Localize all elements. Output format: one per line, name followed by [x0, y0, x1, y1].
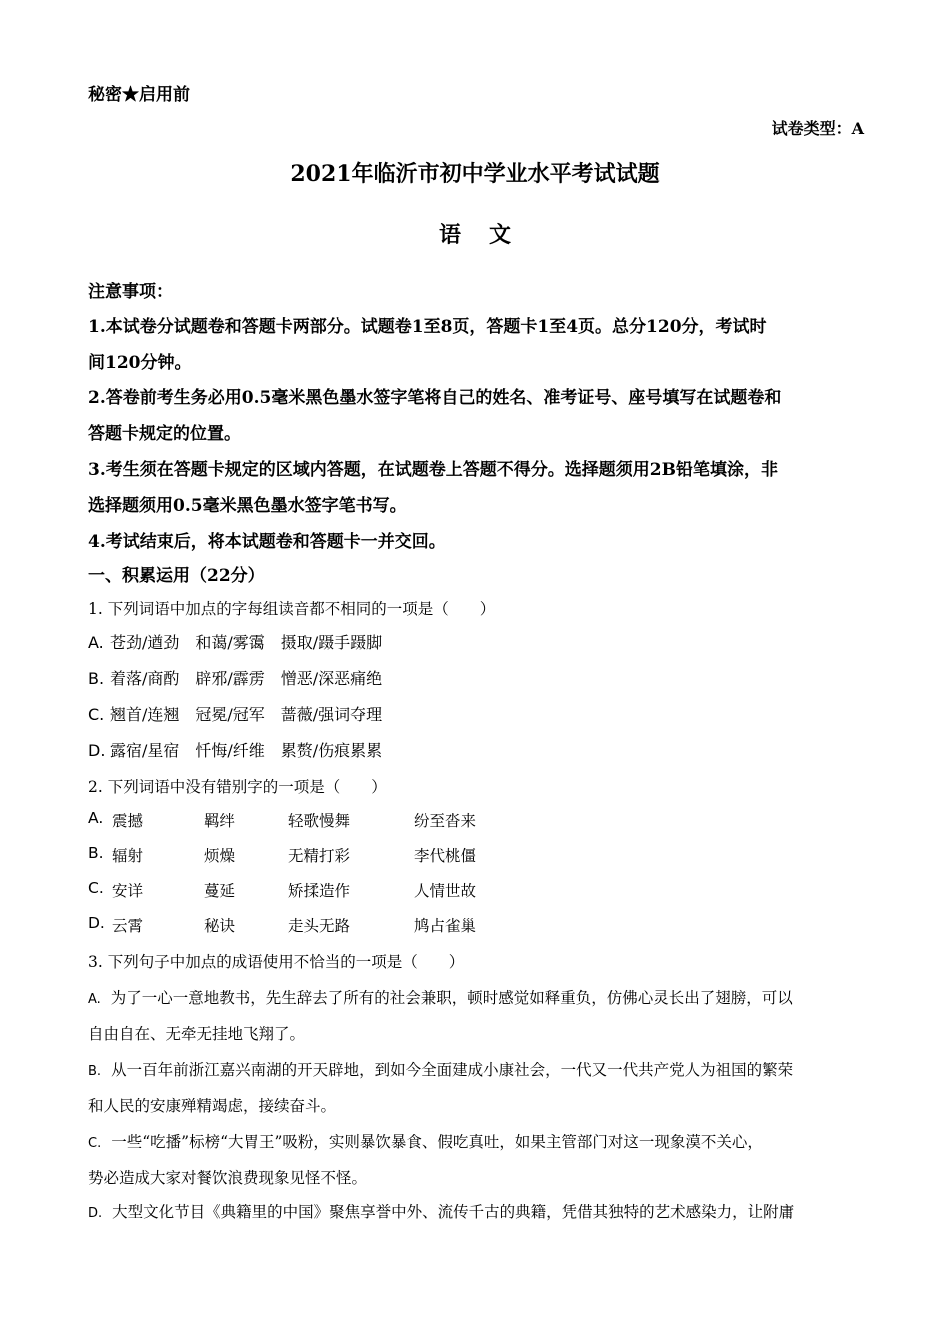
option-text: 为了一心一意地教书，先生辞去了所有的社会兼职，顿时感觉如释重负，仿佛心灵长出了翅膀，可以: [110, 989, 793, 1007]
option-label: B.: [88, 669, 105, 688]
question-2-stem: 2. 下列词语中没有错别字的一项是（ ）: [88, 778, 387, 796]
notice-line: 间120分钟。: [88, 353, 192, 373]
question-3-option-b-cont: 和人民的安康殚精竭虑，接续奋斗。: [88, 1097, 337, 1115]
notice-line: 2.答卷前考生务必用0.5毫米黑色墨水签字笔将自己的姓名、准考证号、座号填写在试题卷和: [88, 388, 782, 408]
question-1-option-b: [88, 666, 382, 689]
option-text: 着落/商酌 辟邪/霹雳 憎恶/深恶痛绝: [110, 669, 383, 688]
option-word: 矫揉造作: [288, 882, 351, 900]
option-label: B.: [88, 844, 104, 862]
question-3-option-d: [88, 1200, 794, 1222]
option-text: 苍劲/遒劲 和蔼/雾霭 摄取/蹑手蹑脚: [110, 633, 383, 652]
notice-line: 4.考试结束后，将本试题卷和答题卡一并交回。: [88, 532, 446, 552]
option-text: 大型文化节目《典籍里的中国》聚焦享誉中外、流传千古的典籍，凭借其独特的艺术感染力，让附庸: [112, 1203, 795, 1221]
option-label: A.: [88, 809, 104, 827]
notice-line: 答题卡规定的位置。: [88, 424, 241, 444]
option-text: 一些“吃播”标榜“大胃王”吸粉，实则暴饮暴食、假吃真吐，如果主管部门对这一现象漠不关心，: [111, 1133, 763, 1151]
option-text: 翘首/连翘 冠冕/冠军 蔷薇/强词夺理: [110, 705, 383, 724]
question-3-option-c: [88, 1130, 763, 1152]
option-word: 走头无路: [288, 917, 351, 935]
option-label: D.: [88, 741, 106, 760]
notice-line: 1.本试卷分试题卷和答题卡两部分。试题卷1至8页，答题卡1至4页。总分120分，考试时: [88, 317, 767, 337]
option-label: C.: [88, 705, 105, 724]
option-word: 无精打彩: [288, 847, 351, 865]
option-word: 辐射: [112, 847, 144, 865]
option-label: C.: [88, 1136, 102, 1151]
notice-line: 3.考生须在答题卡规定的区域内答题，在试题卷上答题不得分。选择题须用2B铅笔填涂，非: [88, 460, 778, 480]
option-word: 云霄: [112, 917, 144, 935]
question-2-option-d: [88, 914, 888, 936]
option-text: 露宿/星宿 忏悔/纤维 累赘/伤痕累累: [110, 741, 383, 760]
option-word: 安详: [112, 882, 144, 900]
option-text: 从一百年前浙江嘉兴南湖的开天辟地，到如今全面建成小康社会，一代又一代共产党人为祖国的繁荣: [111, 1061, 794, 1079]
question-3-stem: 3. 下列句子中加点的成语使用不恰当的一项是（ ）: [88, 953, 465, 971]
option-label: A.: [88, 992, 101, 1007]
exam-title: 2021年临沂市初中学业水平考试试题: [290, 161, 660, 187]
question-3-option-b: [88, 1058, 793, 1080]
question-1-option-a: [88, 630, 382, 653]
question-2-option-c: [88, 879, 888, 901]
option-word: 人情世故: [414, 882, 477, 900]
question-3-option-a-cont: 自由自在、无牵无挂地飞翔了。: [88, 1025, 306, 1043]
confidential-label: 秘密★启用前: [88, 85, 190, 105]
question-2-option-b: [88, 844, 888, 866]
question-3-option-a: [88, 986, 793, 1008]
option-word: 轻歌慢舞: [288, 812, 351, 830]
option-label: A.: [88, 633, 104, 652]
option-label: D.: [88, 1206, 103, 1221]
option-label: B.: [88, 1064, 102, 1079]
question-3-option-c-cont: 势必造成大家对餐饮浪费现象见怪不怪。: [88, 1169, 368, 1187]
question-1-option-d: [88, 738, 382, 761]
option-word: 鸠占雀巢: [414, 917, 477, 935]
option-word: 李代桃僵: [414, 847, 477, 865]
question-1-stem: 1. 下列词语中加点的字每组读音都不相同的一项是（ ）: [88, 600, 496, 618]
option-label: D.: [88, 914, 105, 932]
option-word: 羁绊: [204, 812, 236, 830]
option-word: 震撼: [112, 812, 144, 830]
option-word: 烦燥: [204, 847, 236, 865]
option-word: 纷至沓来: [414, 812, 477, 830]
option-word: 秘诀: [204, 917, 236, 935]
question-2-option-a: [88, 809, 888, 831]
notice-heading: 注意事项：: [88, 282, 173, 302]
question-1-option-c: [88, 702, 382, 725]
subject-title: 语文: [438, 222, 539, 248]
notice-line: 选择题须用0.5毫米黑色墨水签字笔书写。: [88, 496, 407, 516]
option-label: C.: [88, 879, 104, 897]
section-title: 一、积累运用（22分）: [88, 566, 265, 586]
option-word: 蔓延: [204, 882, 236, 900]
paper-type: 试卷类型：A: [771, 119, 864, 138]
